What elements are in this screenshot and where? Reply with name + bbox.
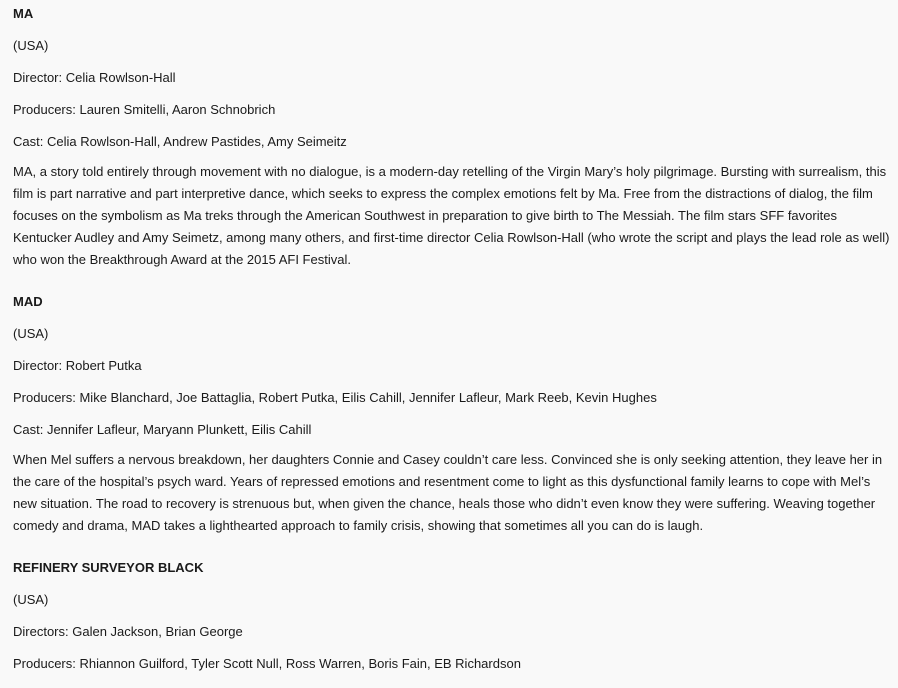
film-title: MAD bbox=[13, 294, 43, 309]
film-title: REFINERY SURVEYOR BLACK bbox=[13, 560, 204, 575]
film-cast: Cast: Jennifer Lafleur, Maryann Plunkett, Eilis Cahill bbox=[13, 422, 312, 437]
film-description: When Mel suffers a nervous breakdown, her daughters Connie and Casey couldn’t care less. Convinced she is only seeking attention, they leave her in the care of the hospital’s psych ward. Years of repressed emotions and resentment come to light as this dysfunctional family learns to cope with Mel’s new situation. The road to recovery is strenuous but, when given the chance, heals those who didn’t even know they were suffering. Weaving together comedy and drama, MAD takes a lighthearted approach to family crisis, showing that sometimes all you can do is laugh. bbox=[13, 452, 883, 533]
film-description: MA, a story told entirely through movement with no dialogue, is a modern-day retelling of the Virgin Mary’s holy pilgrimage. Bursting with surrealism, this film is part narrative and part interpretive dance, which seeks to express the complex emotions felt by Ma. Free from the distractions of dialog, the film focuses on the symbolism as Ma treks through the American Southwest in preparation to give birth to The Messiah. The film stars SFF favorites Kentucker Audley and Amy Seimetz, among many others, and first-time director Celia Rowlson-Hall (who wrote the script and plays the lead role as well) who won the Breakthrough Award at the 2015 AFI Festival. bbox=[13, 164, 890, 267]
film-country: (USA) bbox=[13, 38, 49, 53]
film-producers: Producers: Mike Blanchard, Joe Battaglia, Robert Putka, Eilis Cahill, Jennifer Lafleur, Mark Reeb, Kevin Hughes bbox=[13, 390, 657, 405]
film-country: (USA) bbox=[13, 326, 49, 341]
film-director: Director: Robert Putka bbox=[13, 358, 142, 373]
film-director: Director: Celia Rowlson-Hall bbox=[13, 70, 176, 85]
film-title: MA bbox=[13, 6, 34, 21]
film-country: (USA) bbox=[13, 592, 49, 607]
film-producers: Producers: Rhiannon Guilford, Tyler Scott Null, Ross Warren, Boris Fain, EB Richardson bbox=[13, 656, 521, 671]
film-listing bbox=[13, 6, 896, 688]
film-director: Directors: Galen Jackson, Brian George bbox=[13, 624, 243, 639]
film-cast: Cast: Celia Rowlson-Hall, Andrew Pastides, Amy Seimeitz bbox=[13, 134, 347, 149]
film-producers: Producers: Lauren Smitelli, Aaron Schnobrich bbox=[13, 102, 276, 117]
